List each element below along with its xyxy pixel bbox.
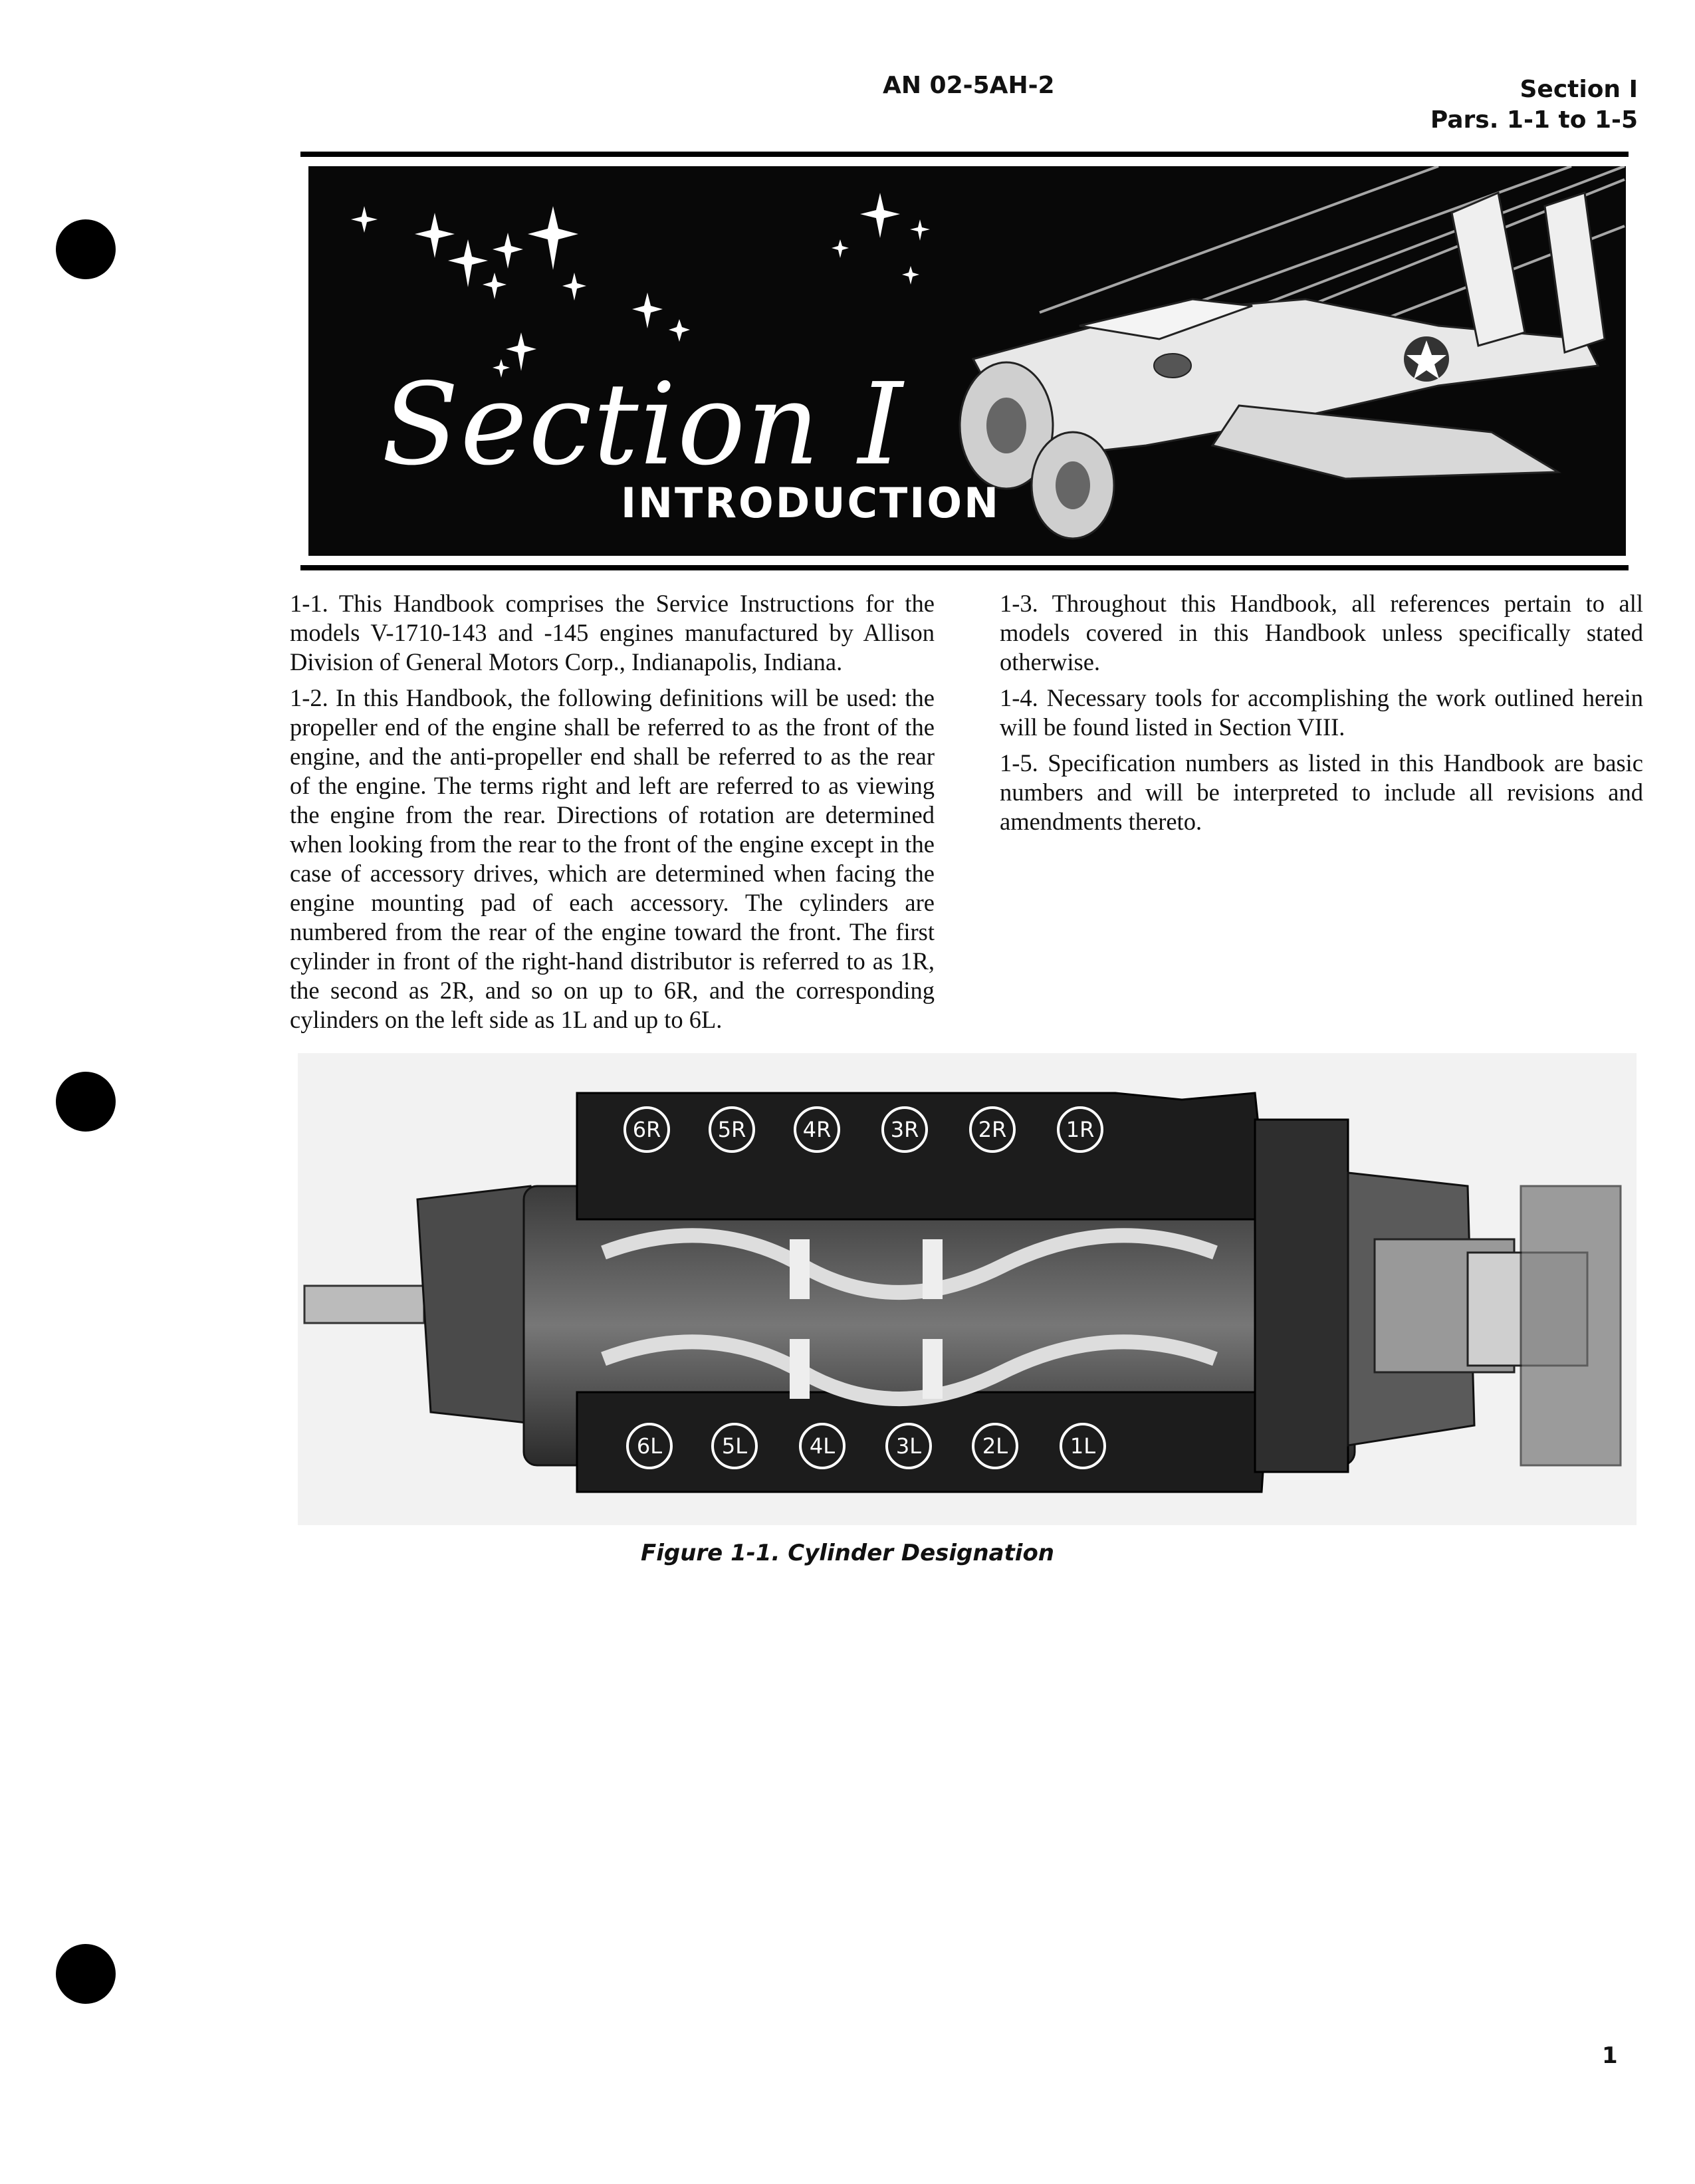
engine-photo bbox=[298, 1053, 1637, 1525]
cylinder-label-5R: 5R bbox=[709, 1106, 755, 1153]
text-column-left bbox=[290, 589, 935, 1041]
text-column-right bbox=[1000, 589, 1643, 843]
figure-caption: Figure 1-1. Cylinder Designation bbox=[640, 1540, 1055, 1566]
banner-subtitle: INTRODUCTION bbox=[621, 479, 1000, 527]
engine-figure bbox=[298, 1053, 1637, 1525]
cylinder-label-4R: 4R bbox=[794, 1106, 840, 1153]
aircraft-illustration bbox=[960, 193, 1605, 539]
stars-decoration bbox=[351, 193, 930, 378]
paragraph-1-1: 1-1. This Handbook comprises the Service Instructions for the models V-1710-143 and -145 engines manufactured by Allison Division of General Motors Corp., Indianapolis, Indiana. bbox=[290, 590, 935, 675]
paragraph-range: Pars. 1-1 to 1-5 bbox=[1430, 106, 1638, 134]
banner-artwork bbox=[308, 166, 1626, 556]
punch-hole-top bbox=[56, 219, 116, 279]
cylinder-label-1L: 1L bbox=[1060, 1423, 1106, 1469]
banner-title: Section I bbox=[382, 359, 904, 491]
paragraph-1-2: 1-2. In this Handbook, the following definitions will be used: the propeller end of the engine shall be referred to as the front of the engine, and the anti-propeller end shall be referred to as the rear of the engine. The terms right and left are referred to as viewing the engine from the rear. Directions of rotation are determined when looking from the rear to the front of the engine except in the case of accessory drives, which are determined when facing the engine mounting pad of each accessory. The cylinders are numbered from the rear of the engine toward the front. The first cylinder in front of the right-hand distributor is referred to as 1R, the second as 2R, and so on up to 6R, and the corresponding cylinders on the left side as 1L and up to 6L. bbox=[290, 684, 935, 1033]
section-banner bbox=[300, 152, 1629, 570]
paragraph-1-5: 1-5. Specification numbers as listed in this Handbook are basic numbers and will be interpreted to include all revisions and amendments thereto. bbox=[1000, 749, 1643, 835]
punch-hole-middle bbox=[56, 1072, 116, 1132]
paragraph-1-3: 1-3. Throughout this Handbook, all references pertain to all models covered in this Handbook unless specifically stated otherwise. bbox=[1000, 590, 1643, 675]
cylinder-label-3L: 3L bbox=[885, 1423, 932, 1469]
cylinder-label-1R: 1R bbox=[1057, 1106, 1103, 1153]
cylinder-label-6R: 6R bbox=[623, 1106, 670, 1153]
section-reference bbox=[1430, 74, 1638, 136]
cylinder-label-2R: 2R bbox=[969, 1106, 1016, 1153]
cylinder-label-5L: 5L bbox=[711, 1423, 758, 1469]
paragraph-1-4: 1-4. Necessary tools for accomplishing the work outlined herein will be found listed in Section VIII. bbox=[1000, 684, 1643, 741]
document-id: AN 02-5AH-2 bbox=[883, 72, 1055, 99]
page-number: 1 bbox=[1602, 2042, 1618, 2069]
cylinder-label-2L: 2L bbox=[972, 1423, 1018, 1469]
cylinder-label-6L: 6L bbox=[626, 1423, 673, 1469]
cylinder-label-3R: 3R bbox=[881, 1106, 928, 1153]
punch-hole-bottom bbox=[56, 1944, 116, 2004]
cylinder-label-4L: 4L bbox=[799, 1423, 846, 1469]
section-label: Section I bbox=[1520, 76, 1638, 103]
